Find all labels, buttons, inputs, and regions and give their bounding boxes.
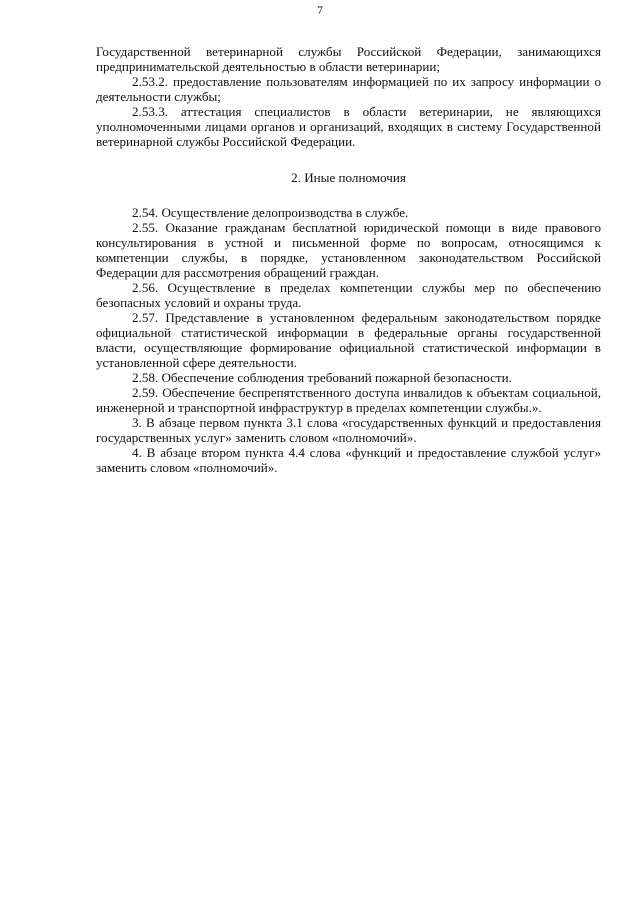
paragraph-2-57: 2.57. Представление в установленном федеральным законодательством порядке официальной статистической информации в федеральные органы государственной власти, осуществляющие формирование официальной статистической информации в установленной сфере деятельности.	[96, 310, 601, 370]
paragraph-continuation: Государственной ветеринарной службы Российской Федерации, занимающихся предпринимательской деятельностью в области ветеринарии;	[96, 44, 601, 74]
paragraph-2-59: 2.59. Обеспечение беспрепятственного доступа инвалидов к объектам социальной, инженерной и транспортной инфраструктур в пределах компетенции службы.».	[96, 385, 601, 415]
paragraph-2-55: 2.55. Оказание гражданам бесплатной юридической помощи в виде правового консультирования в устной и письменной форме по вопросам, относящимся к компетенции службы, в порядке, установленном законодательством Российской Федерации для рассмотрения обращений граждан.	[96, 220, 601, 280]
paragraph-2-56: 2.56. Осуществление в пределах компетенции службы мер по обеспечению безопасных условий и охраны труда.	[96, 280, 601, 310]
page-number: 7	[317, 5, 323, 17]
document-body	[96, 44, 601, 475]
section-title: 2. Иные полномочия	[291, 170, 406, 185]
paragraph-2-58: 2.58. Обеспечение соблюдения требований пожарной безопасности.	[132, 370, 512, 385]
paragraph-item-3: 3. В абзаце первом пункта 3.1 слова «государственных функций и предоставления государственных услуг» заменить словом «полномочий».	[96, 415, 601, 445]
paragraph-2-53-3: 2.53.3. аттестация специалистов в области ветеринарии, не являющихся уполномоченными лицами органов и организаций, входящих в систему Государственной ветеринарной службы Российской Федерации.	[96, 104, 601, 149]
paragraph-2-54: 2.54. Осуществление делопроизводства в службе.	[132, 205, 409, 220]
paragraph-2-53-2: 2.53.2. предоставление пользователям информацией по их запросу информации о деятельности службы;	[96, 74, 601, 104]
paragraph-item-4: 4. В абзаце втором пункта 4.4 слова «функций и предоставление службой услуг» заменить словом «полномочий».	[96, 445, 601, 475]
